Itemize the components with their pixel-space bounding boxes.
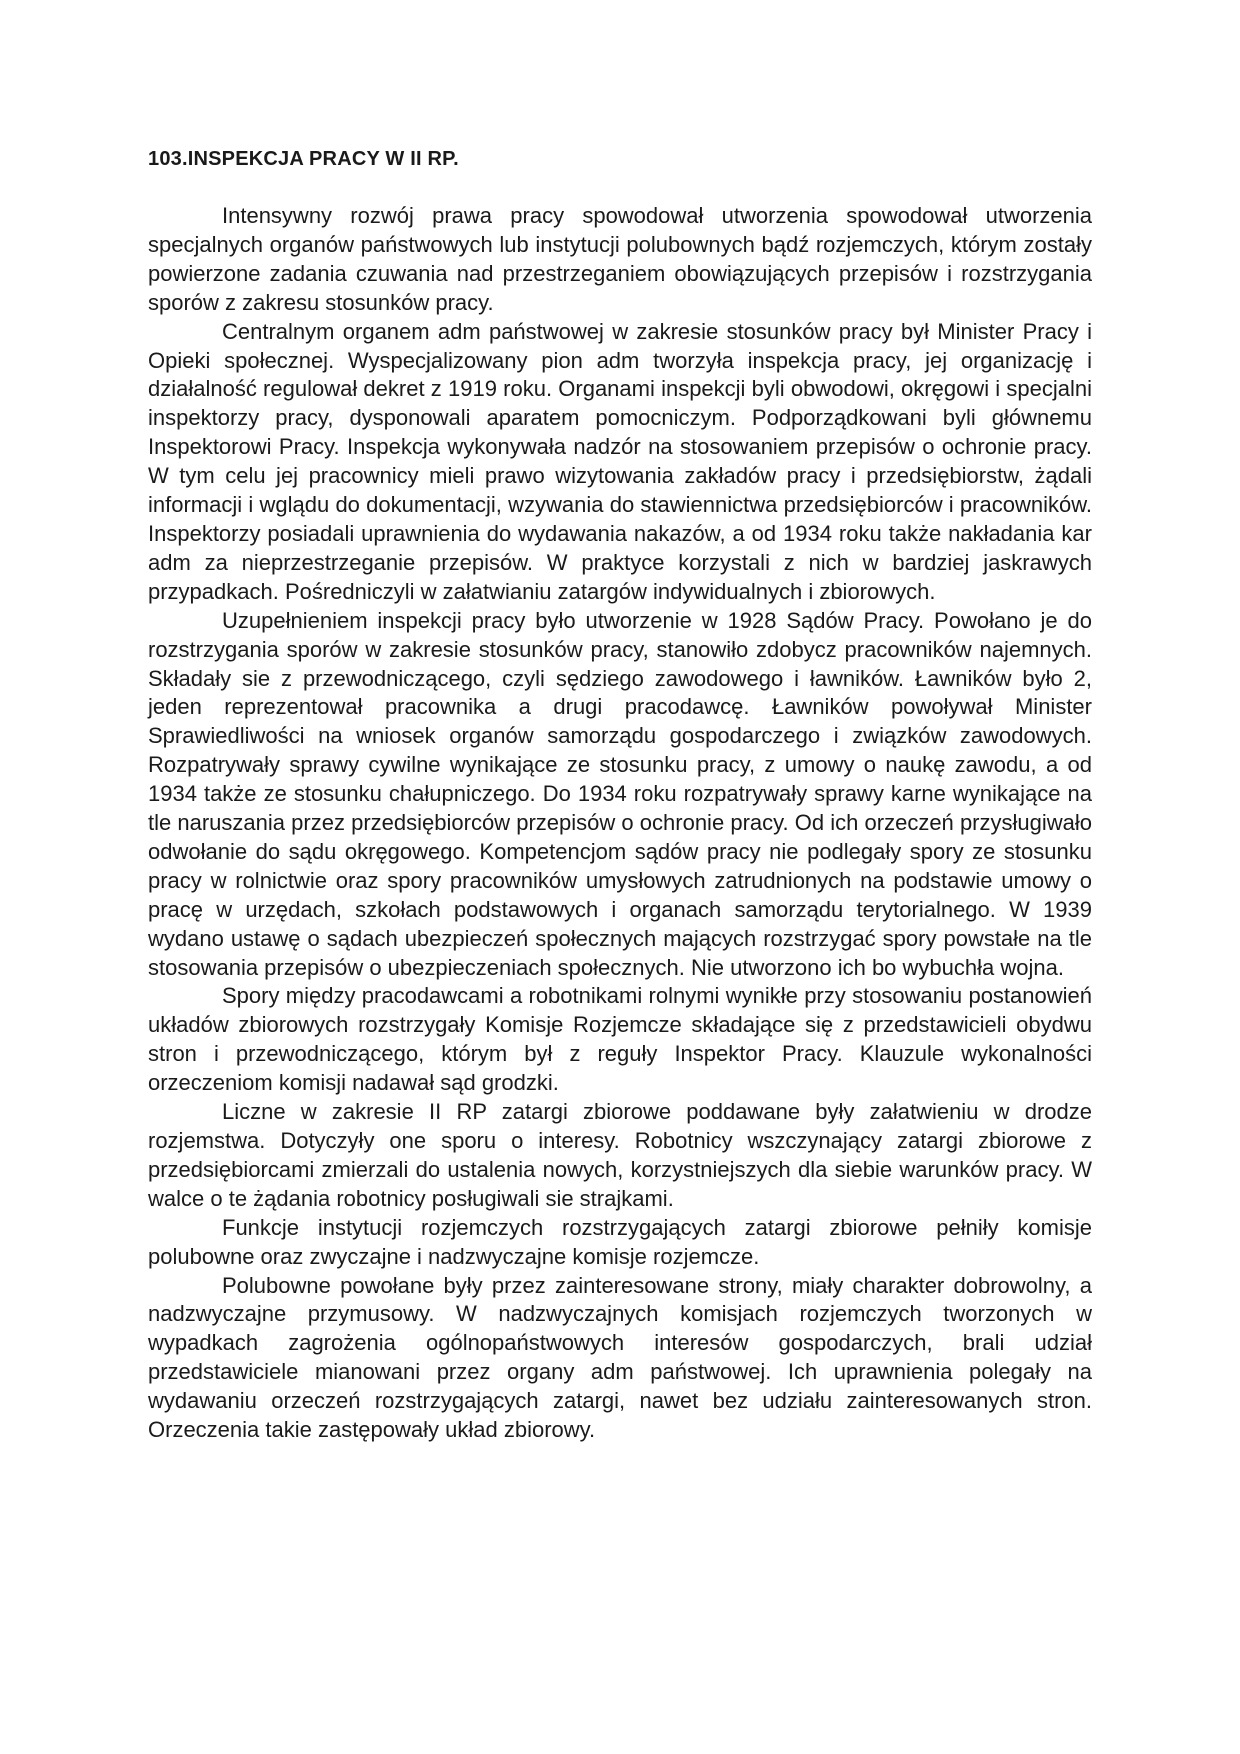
- paragraph-5: Liczne w zakresie II RP zatargi zbiorowe poddawane były załatwieniu w drodze rozjemstwa. Dotyczyły one sporu o interesy. Robotnicy wszczynający zatargi zbiorowe z przedsiębiorcami zmierzali do ustalenia nowych, korzystniejszych dla siebie warunków pracy. W walce o te żądania robotnicy posługiwali sie strajkami.: [148, 1099, 1092, 1211]
- paragraph-4: Spory między pracodawcami a robotnikami rolnymi wynikłe przy stosowaniu postanowień układów zbiorowych rozstrzygały Komisje Rozjemcze składające się z przedstawicieli obydwu stron i przewodniczącego, którym był z reguły Inspektor Pracy. Klauzule wykonalności orzeczeniom komisji nadawał sąd grodzki.: [148, 983, 1092, 1096]
- paragraph-6: Funkcje instytucji rozjemczych rozstrzygających zatargi zbiorowe pełniły komisje polubowne oraz zwyczajne i nadzwyczajne komisje rozjemcze.: [148, 1214, 1092, 1269]
- paragraph-2: Centralnym organem adm państwowej w zakresie stosunków pracy był Minister Pracy i Opieki społecznej. Wyspecjalizowany pion adm tworzyła inspekcja pracy, jej organizację i działalność regulował dekret z 1919 roku. Organami inspekcji byli obwodowi, okręgowi i specjalni inspektorzy pracy, dysponowali aparatem pomocniczym. Podporządkowani byli głównemu Inspektorowi Pracy. Inspekcja wykonywała nadzór na stosowaniem przepisów o ochronie pracy. W tym celu jej pracownicy mieli prawo wizytowania zakładów pracy i przedsiębiorstw, żądali informacji i wglądu do dokumentacji, wzywania do stawiennictwa przedsiębiorców i pracowników. Inspektorzy posiadali uprawnienia do wydawania nakazów, a od 1934 roku także nakładania kar adm za nieprzestrzeganie przepisów. W praktyce korzystali z nich w bardziej jaskrawych przypadkach. Pośredniczyli w załatwianiu zatargów indywidualnych i zbiorowych.: [148, 318, 1092, 604]
- paragraph-1: Intensywny rozwój prawa pracy spowodował utworzenia spowodował utworzenia specjalnych organów państwowych lub instytucji polubownych bądź rozjemczych, którym zostały powierzone zadania czuwania nad przestrzeganiem obowiązujących przepisów i rozstrzygania sporów z zakresu stosunków pracy.: [148, 203, 1092, 315]
- paragraph-7: Polubowne powołane były przez zainteresowane strony, miały charakter dobrowolny, a nadzwyczajne przymusowy. W nadzwyczajnych komisjach rozjemczych tworzonych w wypadkach zagrożenia ogólnopaństwowych interesów gospodarczych, brali udział przedstawiciele mianowani przez organy adm państwowej. Ich uprawnienia polegały na wydawaniu orzeczeń rozstrzygających zatargi, nawet bez udziału zainteresowanych stron. Orzeczenia takie zastępowały układ zbiorowy.: [148, 1272, 1092, 1443]
- document-title: 103.INSPEKCJA PRACY W II RP.: [148, 148, 459, 170]
- paragraph-3: Uzupełnieniem inspekcji pracy było utworzenie w 1928 Sądów Pracy. Powołano je do rozstrzygania sporów w zakresie stosunków pracy, stanowiło zdobycz pracowników najemnych. Składały sie z przewodniczącego, czyli sędziego zawodowego i ławników. Ławników było 2, jeden reprezentował pracownika a drugi pracodawcę. Ławników powoływał Minister Sprawiedliwości na wniosek organów samorządu gospodarczego i związków zawodowych. Rozpatrywały sprawy cywilne wynikające ze stosunku pracy, z umowy o naukę zawodu, a od 1934 także ze stosunku chałupniczego. Do 1934 roku rozpatrywały sprawy karne wynikające na tle naruszania przez przedsiębiorców przepisów o ochronie pracy. Od ich orzeczeń przysługiwało odwołanie do sądu okręgowego. Kompetencjom sądów pracy nie podlegały spory ze stosunku pracy w rolnictwie oraz spory pracowników umysłowych zatrudnionych na podstawie umowy o pracę w urzędach, szkołach podstawowych i organach samorządu terytorialnego. W 1939 wydano ustawę o sądach ubezpieczeń społecznych mających rozstrzygać spory powstałe na tle stosowania przepisów o ubezpieczeniach społecznych. Nie utworzono ich bo wybuchła wojna.: [148, 607, 1092, 980]
- document-page: [148, 145, 1092, 1445]
